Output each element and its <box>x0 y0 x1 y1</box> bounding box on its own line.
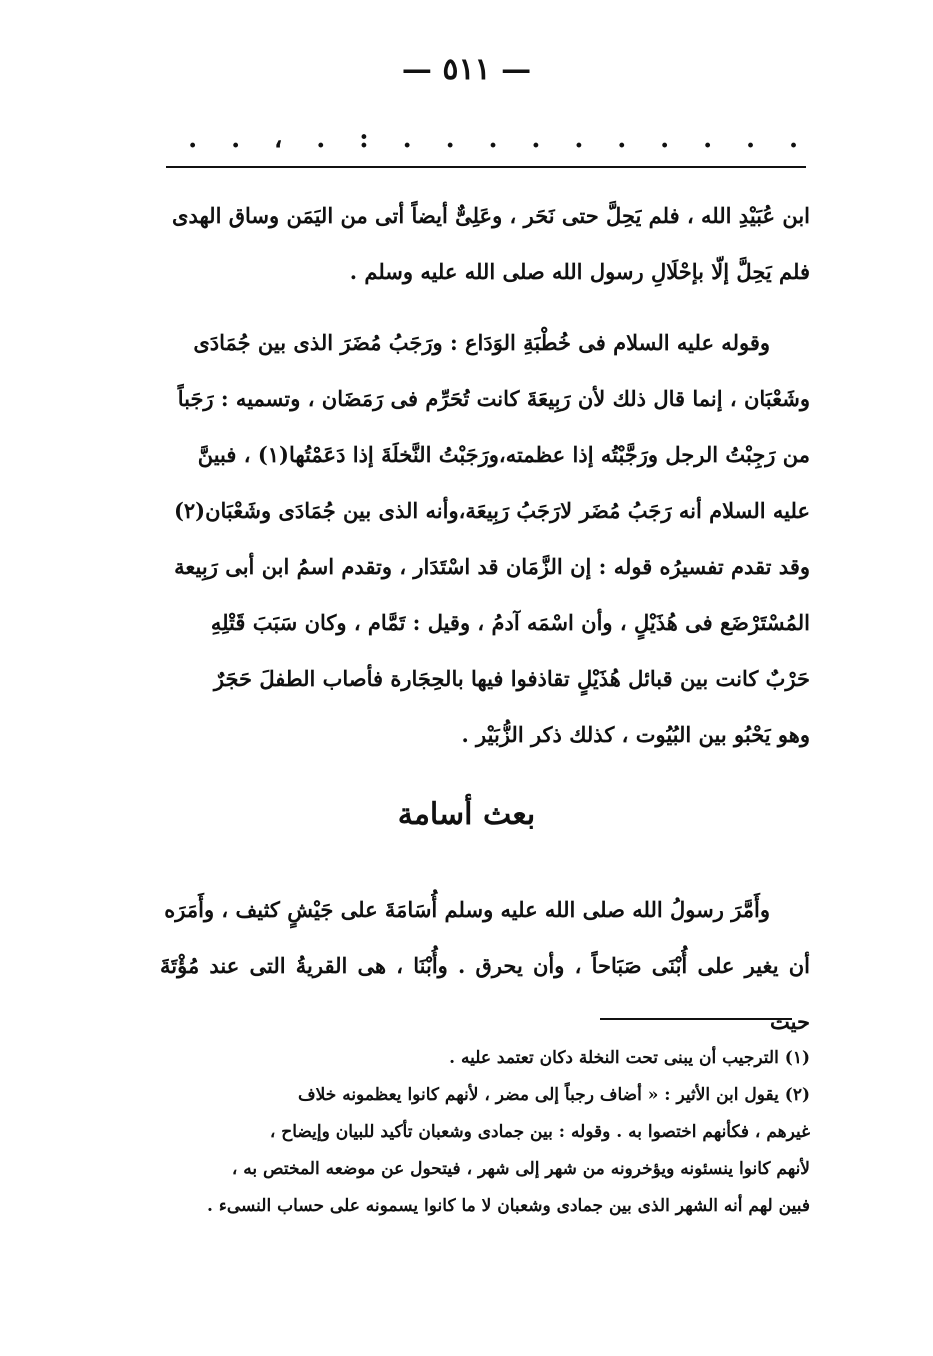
ornament-dot: . <box>188 124 198 154</box>
text-line: المُسْتَرْضَع فى هُذَيْلٍ ، وأن اسْمَه آدمُ ، وقيل : تَمَّام ، وكان سَبَبَ قَتْلِهِ <box>210 610 810 635</box>
footnote-divider <box>600 1018 792 1020</box>
ornament-dot: . <box>531 124 541 154</box>
ornament-dot: . <box>445 124 455 154</box>
text-line: وقوله عليه السلام فى خُطْبَةِ الوَدَاع : ورَجَبُ مُضَرَ الذى بين جُمَادَى <box>193 330 770 355</box>
text-line: عليه السلام أنه رَجَبُ مُضَر لارَجَبُ رَبِيعَة،وأنه الذى بين جُمَادَى وشَعْبَان(٢) <box>173 498 810 523</box>
ornament-dots-row <box>188 124 798 154</box>
ornament-dot: : <box>359 124 369 154</box>
footnote-line: فبين لهم أنه الشهر الذى بين جمادى وشعبان لا ما كانوا يسمونه على حساب النسىء . <box>207 1196 810 1216</box>
ornament-dot: . <box>703 124 713 154</box>
footnotes <box>160 1040 810 1225</box>
passage-three <box>160 882 810 1050</box>
text-line: من رَجِبْتُ الرجل ورَجَّبْتُه إذا عظمته،ورَجَبْتُ النَّخلَةَ إذا دَعَمْتُها(١) ، فبينَّ <box>197 442 810 467</box>
ornament-dot: . <box>231 124 241 154</box>
ornament-dot: . <box>488 124 498 154</box>
ornament-dot: . <box>402 124 412 154</box>
ornament-dot: ، <box>273 124 283 154</box>
ornament-dot: . <box>746 124 756 154</box>
footnote-line: (٢) يقول ابن الأثير : « أضاف رجباً إلى مضر ، لأنهم كانوا يعظمونه خلاف <box>298 1085 810 1105</box>
text-line: وهو يَحْبُو بين البُيُوت ، كذلك ذكر الزُّبَيْر . <box>461 722 810 747</box>
text-line: وأَمَّرَ رسولُ الله صلى الله عليه وسلم أُسَامَةَ على جَيْشٍ كثيف ، وأَمَرَه <box>164 897 770 922</box>
text-line: فلم يَحِلَّ إلّا بإحْلَالِ رسول الله صلى الله عليه وسلم . <box>349 259 810 284</box>
text-line: أن يغير على أُبْنَى صَبَاحاً ، وأن يحرق . وأُبْنَا ، هى القريةُ التى عند مُؤْتَةَ حيث <box>160 953 810 1034</box>
ornament-dot: . <box>788 124 798 154</box>
footnote-line: غيرهم ، فكأنهم اختصوا به . وقوله : بين جمادى وشعبان تأكيد للبيان وإيضاح ، <box>269 1122 810 1142</box>
section-heading: بعث أسامة <box>397 797 536 832</box>
text-line: وشَعْبَان ، إنما قال ذلك لأن رَبِيعَةَ كانت تُحَرِّم فى رَمَضَان ، وتسميه : رَجَباً <box>177 386 810 411</box>
ornament-dot: . <box>574 124 584 154</box>
ornament-dot: . <box>316 124 326 154</box>
passage-one <box>160 188 810 300</box>
text-line: ابن عُبَيْدِ الله ، فلم يَحِلَّ حتى نَحَر ، وعَلِىٌّ أيضاً أتى من اليَمَن وساق الهدى <box>172 203 810 228</box>
page-number: — ٥١١ — <box>401 52 532 87</box>
ornament-dot: . <box>617 124 627 154</box>
footnote-line: (١) الترجيب أن يبنى تحت النخلة دكان تعتمد عليه . <box>449 1048 810 1068</box>
ornament-dot: . <box>660 124 670 154</box>
header-divider <box>166 166 806 168</box>
text-line: حَرْبٌ كانت بين قبائل هُذَيْلٍ تقاذفوا فيها بالحِجَارة فأصاب الطفلَ حَجَرٌ <box>213 666 810 691</box>
footnote-line: لأنهم كانوا ينسئونه ويؤخرونه من شهر إلى شهر ، فيتحول عن موضعه المختص به ، <box>231 1159 810 1179</box>
passage-two <box>160 315 810 763</box>
text-line: وقد تقدم تفسيرُه قوله : إن الزَّمَان قد اسْتَدَار ، وتقدم اسمُ ابن أبى رَبِيعة <box>174 554 810 579</box>
